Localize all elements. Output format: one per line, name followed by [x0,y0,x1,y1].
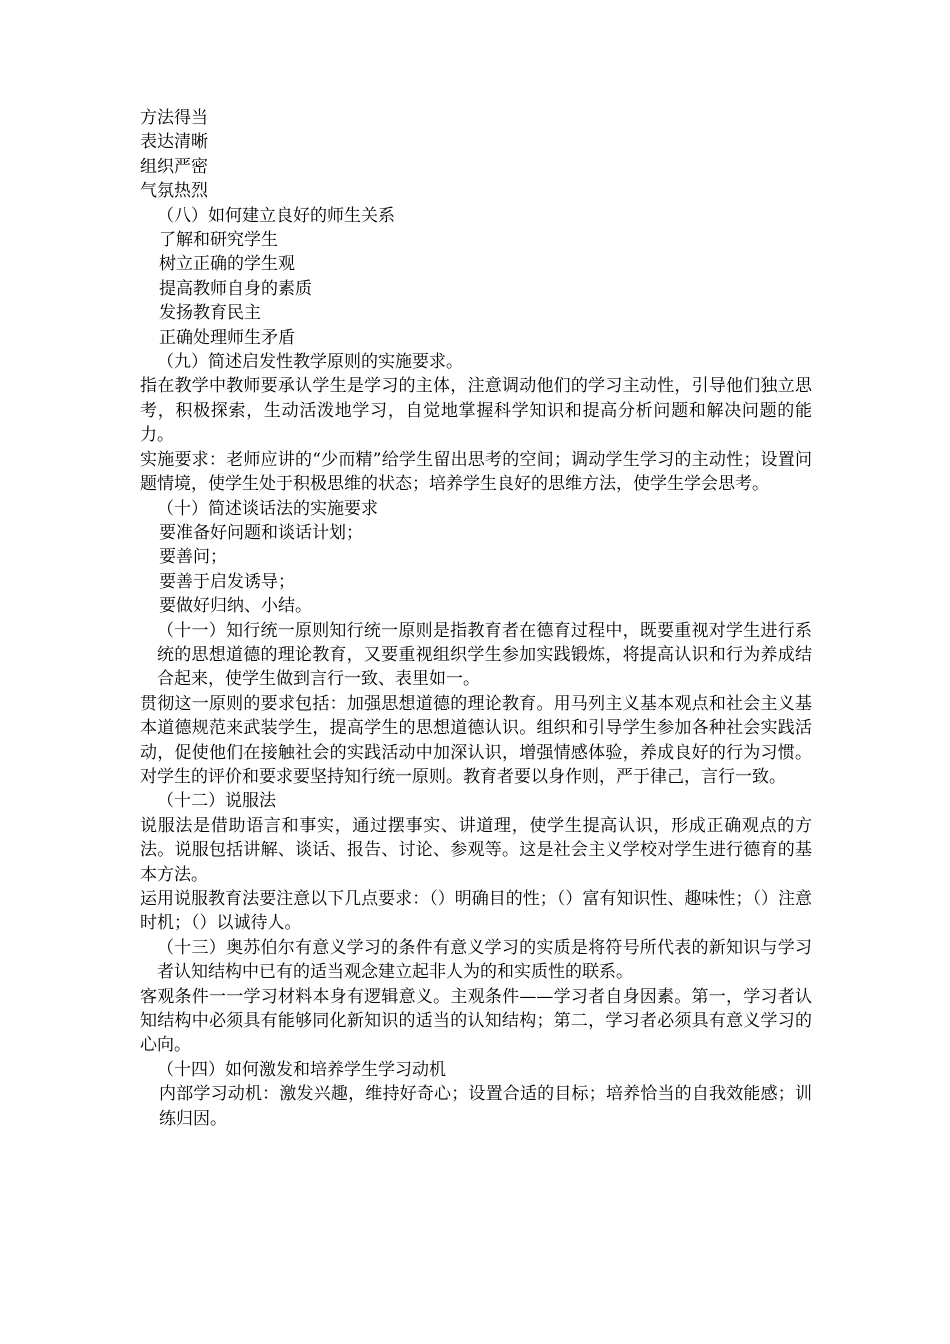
paragraph: 客观条件一一学习材料本身有逻辑意义。主观条件——学习者自身因素。第一，学习者认知结构中必须具有能够同化新知识的适当的认知结构；第二，学习者必须具有意义学习的心向。 [140,986,812,1056]
section-heading: （十二）说服法 [157,791,276,812]
document-page [140,106,812,1131]
paragraph: 内部学习动机：激发兴趣，维持好奇心；设置合适的目标；培养恰当的自我效能感；训练归因。 [159,1084,812,1129]
list-item: 提高教师自身的素质 [159,278,312,299]
list-item: 了解和研究学生 [159,230,278,251]
paragraph: 贯彻这一原则的要求包括：加强思想道德的理论教育。用马列主义基本观点和社会主义基本道德规范来武装学生，提高学生的思想道德认识。组织和引导学生参加各种社会实践活动，促使他们在接触社会的实践活动中加深认识，增强情感体验，养成良好的行为习惯。对学生的评价和要求要坚持知行统一原则。教育者要以身作则，严于律己，言行一致。 [140,693,812,787]
section-paragraph: （十一）知行统一原则知行统一原则是指教育者在德育过程中，既要重视对学生进行系统的思想道德的理论教育，又要重视组织学生参加实践锻炼，将提高认识和行为养成结合起来，使学生做到言行一致、表里如一。 [157,620,812,690]
section-heading: （九）简述启发性教学原则的实施要求。 [157,352,463,373]
list-item: 要善于启发诱导； [159,571,295,592]
list-item: 树立正确的学生观 [159,254,295,275]
text-line: 方法得当 [140,108,208,128]
text-line: 组织严密 [140,156,208,177]
section-heading: （八）如何建立良好的师生关系 [157,205,395,226]
list-item: 要善问； [159,547,227,568]
paragraph: 运用说服教育法要注意以下几点要求：（）明确目的性；（）富有知识性、趣味性；（）注意时机；（）以诚待人。 [140,889,812,934]
section-heading: （十四）如何激发和培养学生学习动机 [157,1059,446,1080]
paragraph: 实施要求：老师应讲的“少而精”给学生留出思考的空间；调动学生学习的主动性；设置问题情境，使学生处于积极思维的状态；培养学生良好的思维方法，使学生学会思考。 [140,449,812,495]
text-line: 表达清晰 [140,132,208,153]
list-item: 要做好归纳、小结。 [159,596,312,617]
list-item: 正确处理师生矛盾 [159,327,295,348]
text-line: 气氛热烈 [140,181,208,202]
section-paragraph: （十三）奥苏伯尔有意义学习的条件有意义学习的实质是将符号所代表的新知识与学习者认知结构中已有的适当观念建立起非人为的和实质性的联系。 [157,937,812,983]
list-item: 要准备好问题和谈话计划； [159,522,363,543]
section-heading: （十）简述谈话法的实施要求 [157,498,378,519]
list-item: 发扬教育民主 [159,303,261,324]
paragraph: 指在教学中教师要承认学生是学习的主体，注意调动他们的学习主动性，引导他们独立思考，积极探索，生动活泼地学习，自觉地掌握科学知识和提高分析问题和解决问题的能力。 [140,376,812,446]
paragraph: 说服法是借助语言和事实，通过摆事实、讲道理，使学生提高认识，形成正确观点的方法。说服包括讲解、谈话、报告、讨论、参观等。这是社会主义学校对学生进行德育的基本方法。 [140,815,812,885]
